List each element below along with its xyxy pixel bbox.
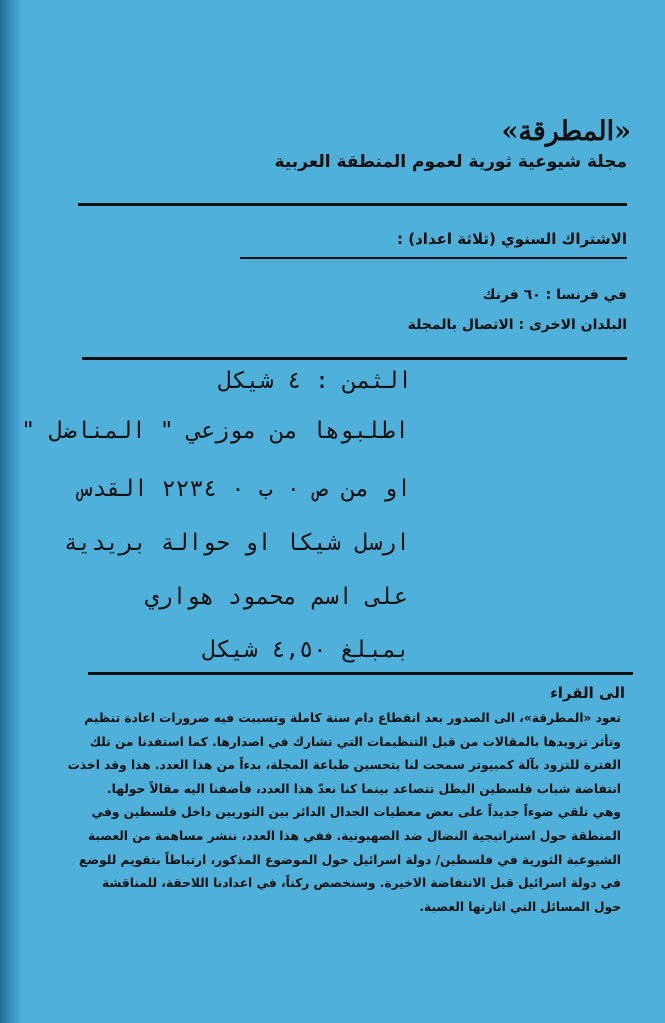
- paragraph-line: في دولة اسرائيل قبل الانتفاضة الاخيرة. وسنخصص ركناً، في اعدادنا اللاحقة، للمناقشة: [101, 876, 621, 891]
- amount-line: بمبلغ ٤,٥٠ شيكل: [202, 637, 410, 663]
- price-other-countries: البلدان الاخرى : الاتصال بالمجلة: [407, 317, 627, 333]
- paragraph-line: حول المسائل التي اثارتها العصبة.: [419, 899, 621, 914]
- recipient-name-line: على اسم محمود هواري: [144, 584, 408, 610]
- subscription-underline: [240, 257, 627, 259]
- price-line: الثمن : ٤ شيكل: [218, 368, 412, 394]
- divider-line: [78, 203, 627, 206]
- paragraph-line: الفترة للتزود بآلة كمبيوتر سمحت لنا بتحسين طباعة المجلة، بدءاً من هذا العدد. هذا وقد اخذت: [67, 758, 621, 773]
- paragraph-line: المنطقة حول استراتيجية النضال ضد الصهيونية. ففي هذا العدد، ننشر مساهمة من العصبة: [87, 828, 621, 843]
- subscription-heading: الاشتراك السنوي (ثلاثة اعداد) :: [397, 230, 627, 248]
- magazine-title: «المطرقة»: [501, 116, 631, 147]
- divider-line: [88, 672, 633, 675]
- order-line: اطلبوها من موزعي " المناضل ": [21, 418, 409, 444]
- paragraph-line: وهي تلقي ضوءاً جديداً على بعض معطيات الجدال الدائر بين الثوريين داخل فلسطين وفي: [91, 805, 621, 820]
- paragraph-line: انتفاضة شباب فلسطين البطل تتصاعد بينما كنا نعدّ هذا العدد، فأضفنا اليه مقالاً حولها.: [107, 781, 621, 796]
- paragraph-line: وتأثر تزويدها بالمقالات من قبل التنظيمات التي تشارك في اصدارها. كما استفدنا من تلك: [89, 734, 621, 749]
- divider-line: [82, 357, 627, 360]
- magazine-subtitle: مجلة شيوعية ثورية لعموم المنطقة العربية: [274, 152, 627, 172]
- readers-paragraph: [40, 707, 621, 919]
- send-cheque-line: ارسل شيكا او حوالة بريدية: [63, 530, 410, 556]
- po-box-line: او من ص ٠ ب ٠ ٢٢٣٤ القدس: [78, 476, 411, 502]
- paragraph-line: الشيوعية الثورية في فلسطين/ دولة اسرائيل حول الموضوع المذكور، ارتباطاً بتقويم للوضع: [79, 852, 621, 867]
- page-spine-shadow: [0, 0, 22, 1023]
- readers-heading: الى القراء: [550, 684, 625, 702]
- price-france: في فرنسا : ٦٠ فرنك: [482, 287, 627, 303]
- paragraph-line: تعود «المطرقة»، الى الصدور بعد انقطاع دام سنة كاملة وتسببت فيه ضرورات اعادة تنظيم: [84, 711, 621, 725]
